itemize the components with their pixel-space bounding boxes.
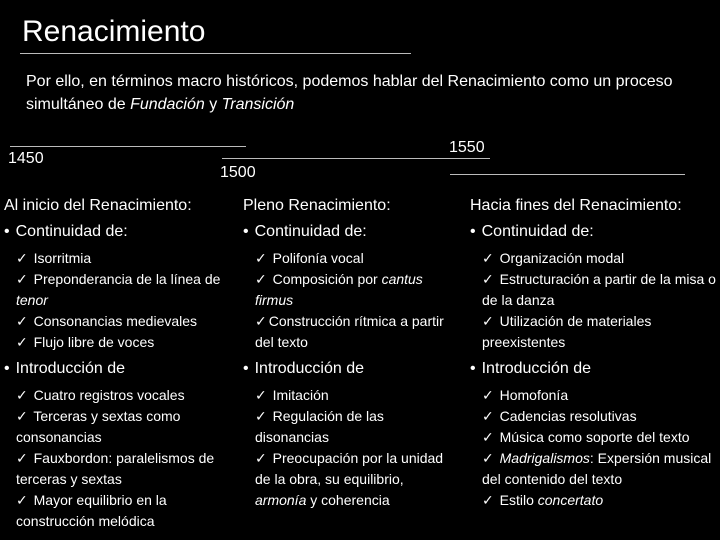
bullet-continuidad: • Continuidad de: — [470, 223, 594, 240]
bullet-introduccion: • Introducción de — [243, 360, 365, 377]
list-item: ✓ Estructuración a partir de la misa o de la danza — [482, 271, 716, 308]
check-icon: ✓ — [255, 313, 267, 329]
list-item: ✓ Homofonía — [482, 387, 569, 403]
check-icon: ✓ — [482, 271, 494, 287]
list-item: ✓ Utilización de materiales preexistentes — [482, 313, 652, 350]
list-item: ✓ Fauxbordon: paralelismos de terceras y sextas — [16, 450, 215, 487]
bullet-continuidad: • Continuidad de: — [4, 223, 128, 240]
continuidad-list — [255, 248, 458, 353]
column-fines — [470, 196, 720, 511]
column-pleno — [243, 196, 458, 511]
slide-title: Renacimiento — [22, 15, 206, 48]
introduccion-list — [255, 385, 458, 511]
check-icon: ✓ — [16, 250, 28, 266]
timeline-rule-1500 — [222, 158, 490, 159]
check-icon: ✓ — [255, 387, 267, 403]
check-icon: ✓ — [255, 250, 267, 266]
check-icon: ✓ — [482, 250, 494, 266]
year-1450: 1450 — [8, 150, 44, 167]
intro-paragraph — [26, 70, 686, 116]
year-1550: 1550 — [449, 139, 485, 156]
continuidad-list — [16, 248, 229, 353]
bullet-continuidad: • Continuidad de: — [243, 223, 367, 240]
list-item: ✓ Preponderancia de la línea de tenor — [16, 271, 221, 308]
list-item: ✓ Composición por cantus firmus — [255, 271, 423, 308]
list-item: ✓ Cuatro registros vocales — [16, 387, 185, 403]
timeline-rule-1550 — [450, 174, 685, 175]
list-item: ✓ Música como soporte del texto — [482, 429, 690, 445]
check-icon: ✓ — [255, 271, 267, 287]
check-icon: ✓ — [482, 387, 494, 403]
list-item: ✓ Madrigalismos: Expersión musical del contenido del texto — [482, 450, 712, 487]
column-title: Hacia fines del Renacimiento: — [470, 197, 682, 214]
check-icon: ✓ — [16, 313, 28, 329]
intro-text-1: Por ello, en términos macro históricos, podemos hablar del Renacimiento como un proceso simultáneo de — [26, 73, 673, 113]
bullet-introduccion: • Introducción de — [4, 360, 126, 377]
intro-em-fundacion: Fundación — [130, 96, 205, 113]
check-icon: ✓ — [16, 450, 28, 466]
list-item: ✓ Estilo concertato — [482, 492, 604, 508]
check-icon: ✓ — [482, 429, 494, 445]
timeline-rule-1450 — [10, 146, 246, 147]
list-item: ✓ Isorritmia — [16, 250, 92, 266]
list-item: ✓ Preocupación por la unidad de la obra, su equilibrio, armonía y coherencia — [255, 450, 444, 508]
list-item: ✓ Cadencias resolutivas — [482, 408, 637, 424]
list-item: ✓ Mayor equilibrio en la construcción melódica — [16, 492, 167, 529]
check-icon: ✓ — [255, 408, 267, 424]
introduccion-list — [482, 385, 720, 511]
column-inicio — [4, 196, 229, 532]
list-item: ✓ Regulación de las disonancias — [255, 408, 384, 445]
check-icon: ✓ — [16, 334, 28, 350]
bullet-introduccion: • Introducción de — [470, 360, 592, 377]
title-underline — [20, 53, 411, 54]
check-icon: ✓ — [482, 313, 494, 329]
check-icon: ✓ — [482, 408, 494, 424]
list-item: ✓ Flujo libre de voces — [16, 334, 155, 350]
year-1500: 1500 — [220, 164, 256, 181]
list-item: ✓ Construcción rítmica a partir del texto — [255, 313, 444, 350]
list-item: ✓ Terceras y sextas como consonancias — [16, 408, 181, 445]
check-icon: ✓ — [16, 271, 28, 287]
list-item: ✓ Polifonía vocal — [255, 250, 364, 266]
intro-text-2: y — [204, 96, 222, 113]
list-item: ✓ Consonancias medievales — [16, 313, 198, 329]
column-title: Al inicio del Renacimiento: — [4, 197, 192, 214]
check-icon: ✓ — [255, 450, 267, 466]
check-icon: ✓ — [16, 387, 28, 403]
check-icon: ✓ — [16, 408, 28, 424]
list-item: ✓ Organización modal — [482, 250, 625, 266]
check-icon: ✓ — [482, 450, 494, 466]
introduccion-list — [16, 385, 229, 532]
intro-em-transicion: Transición — [221, 96, 295, 113]
check-icon: ✓ — [16, 492, 28, 508]
check-icon: ✓ — [482, 492, 494, 508]
column-title: Pleno Renacimiento: — [243, 197, 391, 214]
continuidad-list — [482, 248, 720, 353]
list-item: ✓ Imitación — [255, 387, 329, 403]
